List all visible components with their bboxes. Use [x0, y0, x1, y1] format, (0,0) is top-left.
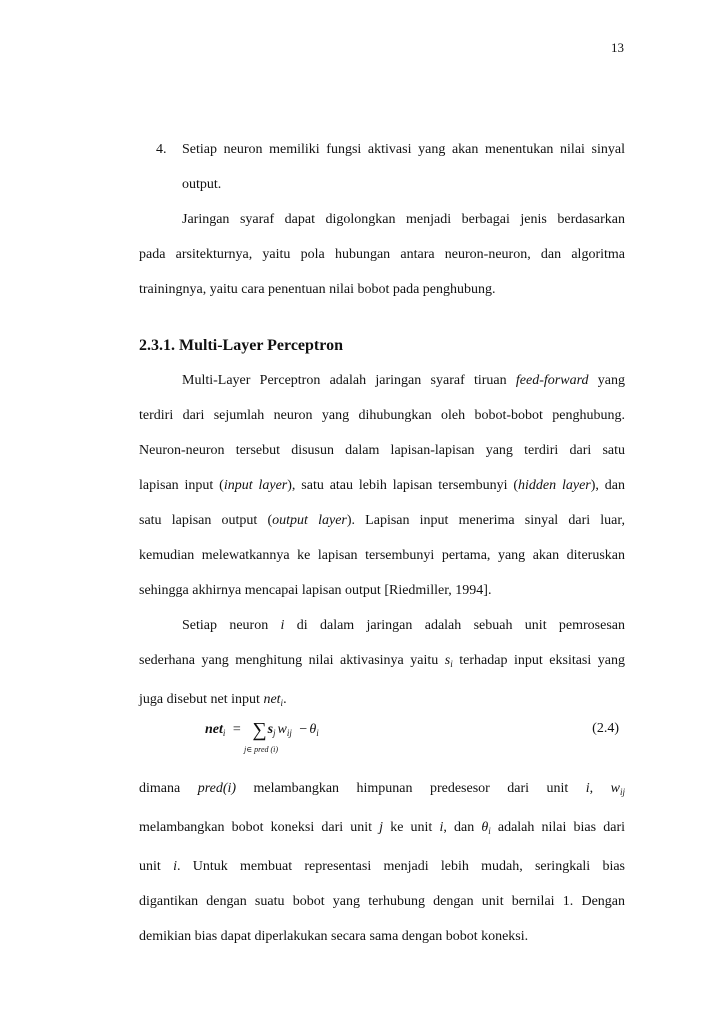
para1-line1: Jaringan syaraf dapat digolongkan menjadi berbagai jenis berdasarkan: [182, 212, 625, 227]
emphasis: i: [585, 781, 590, 796]
page-number: 13: [611, 40, 624, 55]
text-span: melambangkan bobot koneksi dari unit: [139, 820, 380, 835]
para4-line2: [139, 810, 625, 849]
emphasis: s: [444, 653, 451, 668]
text-span: juga disebut net input: [139, 692, 264, 707]
eq-w-sub: ij: [286, 728, 292, 738]
emphasis: feed-forward: [515, 373, 589, 388]
para4-line4: digantikan dengan suatu bobot yang terhubung dengan unit bernilai 1. Dengan: [139, 894, 625, 909]
text-span: yang: [588, 373, 625, 388]
page-content: [139, 132, 625, 954]
text-span: ). Lapisan input menerima sinyal dari luar,: [346, 513, 625, 528]
para2-line5: [139, 503, 625, 538]
list-item-number: 4.: [156, 142, 167, 157]
text-span: melambangkan himpunan predesesor dari unit: [236, 781, 586, 796]
eq-minus: −: [299, 722, 308, 737]
eq-equals: =: [232, 722, 241, 737]
text-span: terhadap input eksitasi yang: [452, 653, 626, 668]
emphasis: hidden layer: [518, 478, 591, 493]
text-span: ), satu atau lebih lapisan tersembunyi (: [287, 478, 518, 493]
para2-line7: sehingga akhirnya mencapai lapisan output [Riedmiller, 1994].: [139, 583, 492, 598]
list-item-text-cont: output.: [182, 177, 222, 192]
para4-line1: [139, 771, 625, 810]
text-span: ), dan: [590, 478, 625, 493]
text-span: ke unit: [383, 820, 440, 835]
text-span: dimana: [139, 781, 198, 796]
emphasis: output layer: [272, 513, 347, 528]
text-span: sederhana yang menghitung nilai aktivasinya yaitu: [139, 653, 445, 668]
subscript: ij: [619, 787, 625, 797]
text-span: Setiap neuron: [182, 618, 281, 633]
text-span: lapisan input (: [139, 478, 224, 493]
equation-body: [205, 719, 319, 742]
emphasis: w: [610, 781, 620, 796]
para3-line3: [139, 682, 625, 721]
text-span: Multi-Layer Perceptron adalah jaringan syaraf tiruan: [182, 373, 516, 388]
para4-line3: [139, 849, 625, 884]
eq-s: s: [267, 722, 274, 737]
eq-s-sub: j: [273, 728, 276, 738]
list-item-4-line2: [139, 167, 625, 202]
text-span: , dan: [443, 820, 482, 835]
emphasis: j: [379, 820, 384, 835]
emphasis: net: [263, 692, 281, 707]
text-span: satu lapisan output (: [139, 513, 273, 528]
eq-theta: θ: [309, 722, 317, 737]
emphasis: θ: [481, 820, 489, 835]
para2-line1: [139, 363, 625, 398]
emphasis: i: [439, 820, 444, 835]
subscript: i: [488, 826, 491, 836]
para4-line5: demikian bias dapat diperlakukan secara sama dengan bobot koneksi.: [139, 929, 529, 944]
para2-line3: Neuron-neuron tersebut disusun dalam lapisan-lapisan yang terdiri dari satu: [139, 443, 625, 458]
text-span: . Untuk membuat representasi menjadi lebih mudah, seringkali bias: [176, 859, 626, 874]
subscript: i: [280, 698, 284, 708]
emphasis: i: [173, 859, 177, 874]
para2-line4: [139, 468, 625, 503]
eq-lhs-sub: i: [222, 728, 226, 738]
para2-line6: kemudian melewatkannya ke lapisan tersembunyi pertama, yang akan diteruskan: [139, 548, 625, 563]
equation-2-4: [139, 719, 625, 771]
eq-lhs: net: [205, 722, 223, 737]
para1-line3: trainingnya, yaitu cara penentuan nilai bobot pada penghubung.: [139, 282, 496, 297]
eq-sum-subscript: j∈ pred (i): [244, 745, 279, 754]
subscript: i: [450, 659, 453, 669]
eq-theta-sub: i: [316, 728, 319, 738]
text-span: di dalam jaringan adalah sebuah unit pemrosesan: [284, 618, 626, 633]
text-span: ,: [589, 781, 611, 796]
list-item-text: Setiap neuron memiliki fungsi aktivasi yang akan menentukan nilai sinyal: [182, 142, 625, 157]
section-heading: 2.3.1. Multi-Layer Perceptron: [139, 337, 343, 354]
emphasis: input layer: [223, 478, 288, 493]
list-item-4-line1: [139, 132, 625, 167]
emphasis: i: [280, 618, 285, 633]
text-span: adalah nilai bias dari: [490, 820, 625, 835]
para1-line2: pada arsitekturnya, yaitu pola hubungan antara neuron-neuron, dan algoritma: [139, 247, 625, 262]
emphasis: pred(i): [197, 781, 237, 796]
eq-w: w: [277, 722, 287, 737]
eq-sum-symbol: ∑: [252, 719, 267, 741]
para3-line2: [139, 643, 625, 682]
text-span: unit: [139, 859, 174, 874]
text-span: .: [283, 692, 287, 707]
equation-number: (2.4): [592, 721, 619, 736]
para3-line1: [139, 608, 625, 643]
para2-line2: terdiri dari sejumlah neuron yang dihubungkan oleh bobot-bobot penghubung.: [139, 408, 625, 423]
